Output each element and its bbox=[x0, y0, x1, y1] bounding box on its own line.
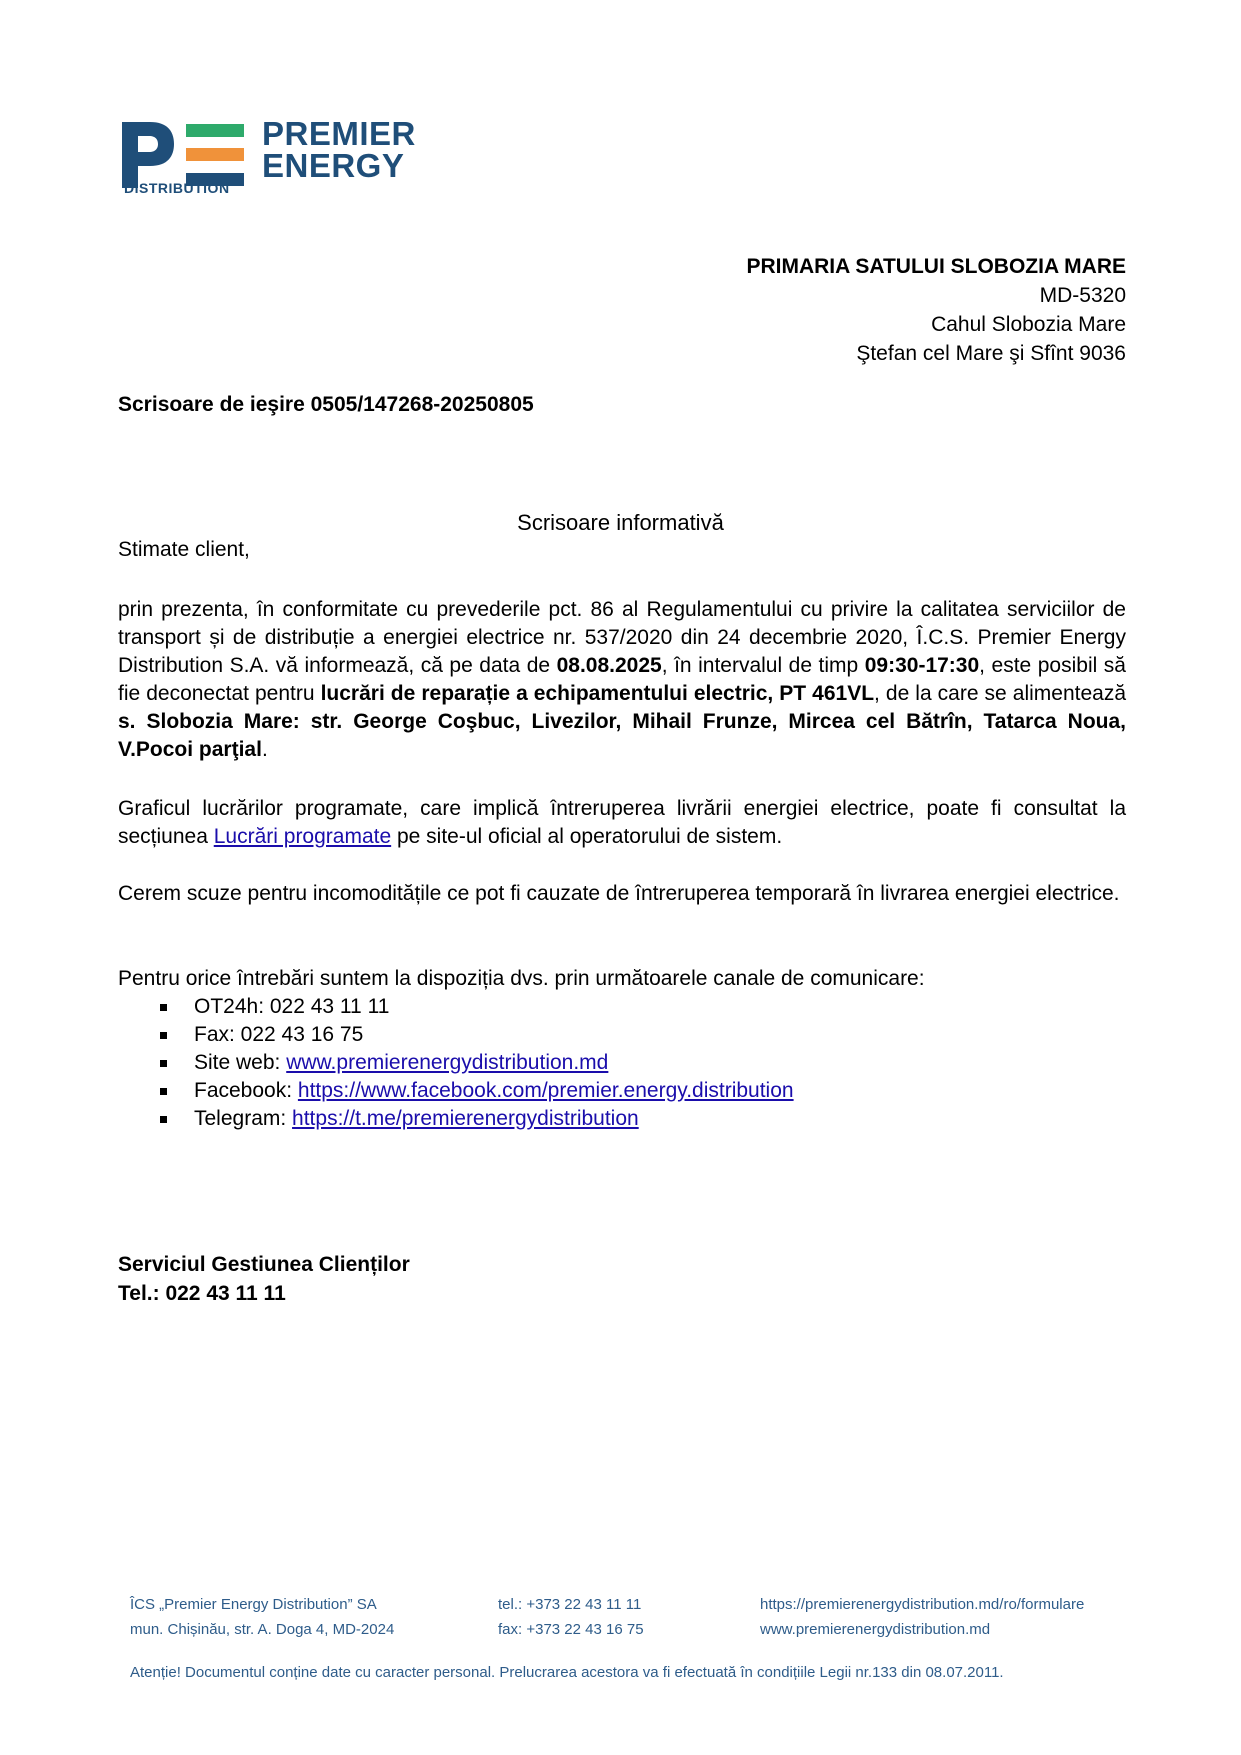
logo-word-energy: ENERGY bbox=[262, 147, 405, 184]
signature-phone: Tel.: 022 43 11 11 bbox=[118, 1282, 286, 1305]
recipient-postal: MD-5320 bbox=[1039, 284, 1126, 307]
website-link[interactable]: www.premierenergydistribution.md bbox=[286, 1051, 609, 1074]
footer-company: ÎCS „Premier Energy Distribution” SA bbox=[130, 1596, 377, 1613]
greeting: Stimate client, bbox=[118, 538, 250, 561]
channel-label: Site web: bbox=[194, 1051, 287, 1074]
contact-channels-list bbox=[118, 993, 794, 1133]
channel-fax bbox=[118, 1021, 794, 1049]
footer-url-block bbox=[760, 1592, 1084, 1642]
p2-text-a: Graficul lucrărilor programate, care implică întreruperea livrării energiei electrice, poate fi consultat la secțiunea bbox=[118, 797, 1126, 848]
logo-word-premier: PREMIER bbox=[262, 115, 416, 152]
scheduled-works-link[interactable]: Lucrări programate bbox=[213, 825, 392, 848]
channel-label: OT24h: 022 43 11 11 bbox=[194, 995, 390, 1018]
recipient-name: PRIMARIA SATULUI SLOBOZIA MARE bbox=[746, 255, 1126, 278]
outage-work: lucrări de reparație a echipamentului electric, PT 461VL bbox=[320, 682, 875, 705]
paragraph-contact: Pentru orice întrebări suntem la dispoziția dvs. prin următoarele canale de comunicare: bbox=[118, 967, 925, 990]
p2-text-b: pe site-ul oficial al operatorului de sistem. bbox=[391, 825, 783, 848]
p1-text-a: prin prezenta, în conformitate cu prevederile pct. 86 al Regulamentului cu privire la calitatea serviciilor de transport și de distribuție a energiei electrice nr. 537/2020 din 24 decembrie 2020, Î.C.S. Premier Energy Distribution S.A. vă informează, că pe data de bbox=[118, 598, 1126, 677]
outage-time: 09:30-17:30 bbox=[864, 654, 980, 677]
telegram-link[interactable]: https://t.me/premierenergydistribution bbox=[292, 1107, 639, 1130]
footer-privacy-notice: Atenție! Documentul conține date cu caracter personal. Prelucrarea acestora va fi efectuată în condițiile Legii nr.133 din 08.07.2011. bbox=[130, 1664, 1004, 1681]
channel-facebook bbox=[118, 1077, 794, 1105]
paragraph-schedule bbox=[118, 795, 1126, 851]
footer-company-block bbox=[130, 1592, 394, 1642]
p1-text-d: , de la care se alimentează bbox=[874, 682, 1126, 705]
channel-telegram bbox=[118, 1105, 794, 1133]
footer-phone-block bbox=[498, 1592, 644, 1642]
channel-label: Telegram: bbox=[194, 1107, 293, 1130]
paragraph-apology: Cerem scuze pentru incomoditățile ce pot fi cauzate de întreruperea temporară în livrarea energiei electrice. bbox=[118, 882, 1120, 905]
outage-date: 08.08.2025 bbox=[556, 654, 662, 677]
p1-text-e: . bbox=[261, 738, 268, 761]
p1-text-b: , în intervalul de timp bbox=[661, 654, 865, 677]
channel-label: Fax: 022 43 16 75 bbox=[194, 1023, 364, 1046]
footer-fax: fax: +373 22 43 16 75 bbox=[498, 1621, 644, 1638]
paragraph-notice bbox=[118, 596, 1126, 764]
letter-title: Scrisoare informativă bbox=[517, 510, 724, 535]
recipient-street: Ştefan cel Mare şi Sfînt 9036 bbox=[856, 342, 1126, 365]
footer-address: mun. Chișinău, str. A. Doga 4, MD-2024 bbox=[130, 1621, 395, 1638]
footer-tel: tel.: +373 22 43 11 11 bbox=[498, 1596, 642, 1613]
channel-website bbox=[118, 1049, 794, 1077]
letter-reference: Scrisoare de ieşire 0505/147268-20250805 bbox=[118, 393, 534, 416]
signature-block bbox=[118, 1250, 410, 1308]
outage-area: s. Slobozia Mare: str. George Coşbuc, Livezilor, Mihail Frunze, Mircea cel Bătrîn, Tatarca Noua, V.Pocoi parţial bbox=[118, 710, 1126, 761]
p1-text-c: , este posibil să fie deconectat pentru bbox=[118, 654, 1126, 705]
logo-wordmark bbox=[262, 115, 416, 184]
logo-subtitle: DISTRIBUTION bbox=[124, 180, 230, 196]
channel-ot24h bbox=[118, 993, 794, 1021]
signature-department: Serviciul Gestiunea Clienților bbox=[118, 1253, 410, 1276]
channel-label: Facebook: bbox=[194, 1079, 298, 1102]
footer-url-site: www.premierenergydistribution.md bbox=[760, 1621, 991, 1638]
facebook-link[interactable]: https://www.facebook.com/premier.energy.distribution bbox=[297, 1079, 794, 1102]
recipient-address bbox=[746, 252, 1126, 368]
recipient-locality: Cahul Slobozia Mare bbox=[931, 313, 1126, 336]
footer-url-forms: https://premierenergydistribution.md/ro/formulare bbox=[760, 1596, 1085, 1613]
